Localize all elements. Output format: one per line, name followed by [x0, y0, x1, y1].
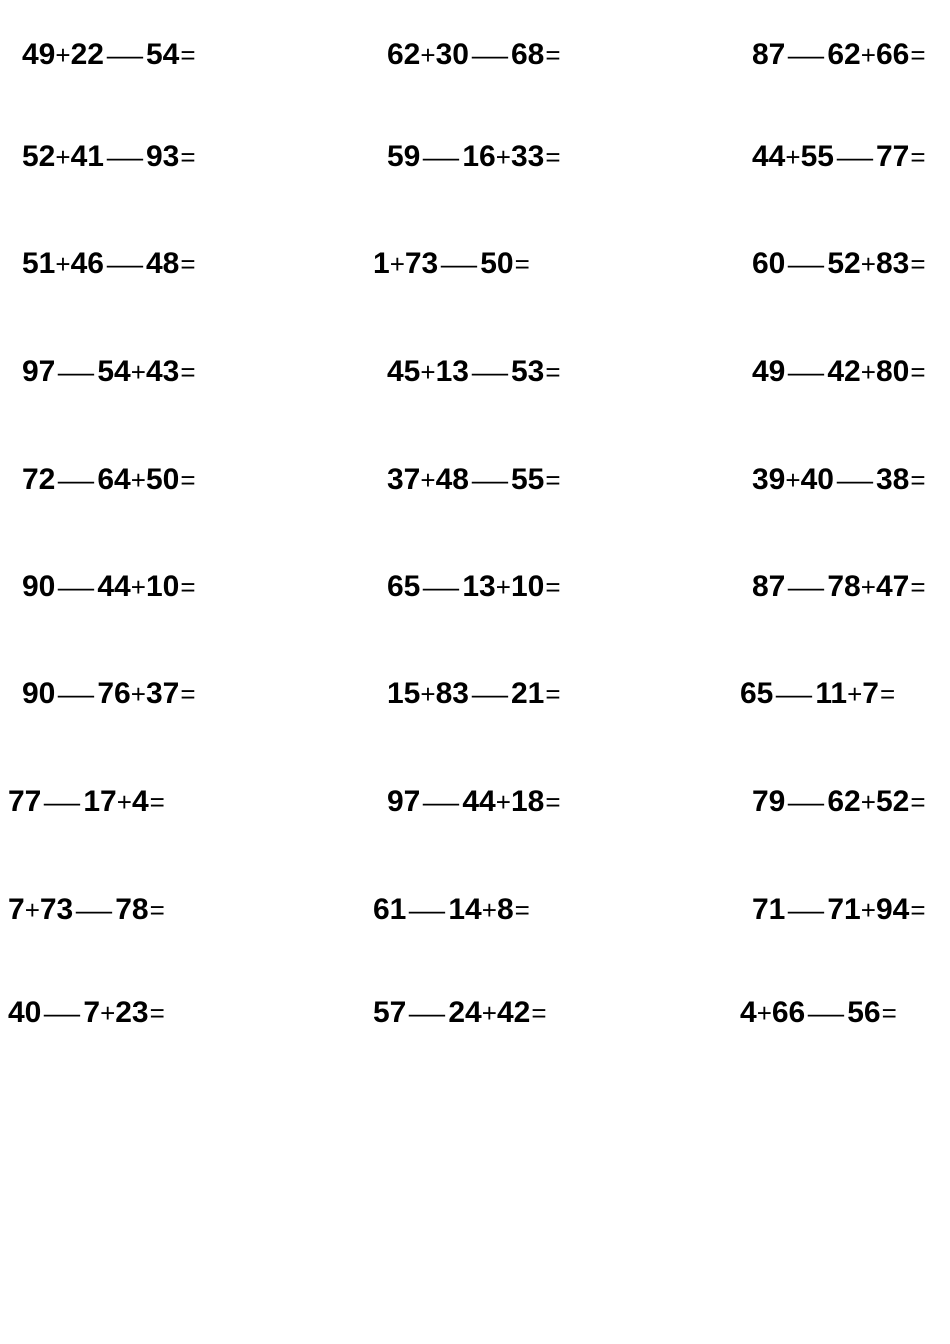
operand-a: 65 — [740, 677, 774, 710]
operand-a: 39 — [752, 463, 786, 496]
operand-b: 73 — [404, 247, 439, 280]
equals-sign: = — [910, 787, 926, 817]
operator-1: — — [788, 895, 825, 925]
operand-a: 62 — [387, 38, 421, 71]
operator-1: — — [423, 572, 460, 602]
operand-c: 21 — [510, 677, 545, 710]
operand-a: 15 — [387, 677, 421, 710]
operator-2: — — [471, 40, 509, 70]
operator-2: — — [808, 998, 845, 1028]
operand-a: 51 — [22, 247, 56, 280]
operand-c: 52 — [875, 785, 910, 818]
operator-2: + — [860, 787, 876, 817]
operand-b: 83 — [435, 677, 469, 710]
equals-sign: = — [910, 572, 926, 602]
math-problem — [387, 142, 561, 172]
operator-1: — — [44, 998, 81, 1028]
operator-1: — — [58, 679, 95, 709]
math-problem — [387, 357, 561, 387]
equals-sign: = — [545, 357, 561, 387]
equals-sign: = — [514, 895, 530, 925]
operator-2: — — [471, 679, 509, 709]
operator-2: — — [471, 357, 509, 387]
operator-2: + — [860, 572, 876, 602]
math-problem — [8, 787, 165, 817]
operand-a: 97 — [387, 785, 421, 818]
math-problem — [373, 895, 530, 925]
equals-sign: = — [910, 357, 926, 387]
math-problem — [752, 787, 926, 817]
operand-c: 10 — [510, 570, 545, 603]
operator-1: — — [58, 465, 95, 495]
equals-sign: = — [180, 679, 196, 709]
operand-b: 24 — [448, 996, 482, 1029]
math-problem — [22, 357, 196, 387]
operator-2: + — [130, 572, 146, 602]
operand-b: 54 — [97, 355, 131, 388]
operator-1: — — [788, 357, 825, 387]
equals-sign: = — [149, 895, 165, 925]
operand-c: 93 — [145, 140, 180, 173]
operand-a: 7 — [8, 893, 25, 926]
operator-1: + — [756, 998, 772, 1028]
operator-2: + — [495, 787, 511, 817]
equals-sign: = — [545, 142, 561, 172]
operator-1: + — [785, 465, 801, 495]
math-problem — [752, 357, 926, 387]
operator-1: — — [776, 679, 813, 709]
equals-sign: = — [910, 465, 926, 495]
operator-1: — — [58, 572, 95, 602]
equals-sign: = — [879, 679, 896, 709]
operator-1: — — [788, 249, 825, 279]
equals-sign: = — [180, 572, 196, 602]
operand-c: 56 — [847, 996, 881, 1029]
math-problem — [752, 572, 926, 602]
operand-a: 87 — [752, 570, 786, 603]
operand-b: 7 — [83, 996, 101, 1029]
operator-1: + — [55, 249, 71, 279]
math-problem — [22, 249, 196, 279]
operand-a: 40 — [8, 996, 42, 1029]
operator-2: — — [441, 249, 478, 279]
equals-sign: = — [514, 249, 530, 279]
operand-b: 52 — [827, 247, 861, 280]
operand-a: 59 — [387, 140, 421, 173]
operand-a: 52 — [22, 140, 56, 173]
equals-sign: = — [545, 679, 561, 709]
equals-sign: = — [910, 142, 926, 172]
math-problem — [752, 895, 926, 925]
operand-a: 79 — [752, 785, 786, 818]
operand-c: 8 — [496, 893, 514, 926]
operator-2: + — [130, 357, 146, 387]
equals-sign: = — [180, 40, 196, 70]
operand-b: 78 — [827, 570, 861, 603]
operand-c: 42 — [496, 996, 531, 1029]
operand-c: 53 — [510, 355, 545, 388]
operand-a: 87 — [752, 38, 786, 71]
operator-2: + — [860, 40, 876, 70]
operator-1: + — [420, 357, 436, 387]
operand-c: 18 — [510, 785, 545, 818]
operand-b: 22 — [70, 38, 104, 71]
operand-c: 80 — [875, 355, 910, 388]
operand-b: 76 — [97, 677, 131, 710]
operator-1: — — [409, 895, 446, 925]
operand-c: 4 — [131, 785, 149, 818]
operand-a: 71 — [752, 893, 786, 926]
math-problem — [387, 465, 561, 495]
operand-c: 50 — [145, 463, 180, 496]
operand-c: 38 — [875, 463, 910, 496]
operator-2: + — [847, 679, 863, 709]
operand-a: 37 — [387, 463, 421, 496]
operand-b: 73 — [39, 893, 74, 926]
operand-b: 64 — [97, 463, 131, 496]
operand-a: 77 — [8, 785, 42, 818]
math-problem — [740, 998, 897, 1028]
operator-1: — — [58, 357, 95, 387]
operator-2: + — [116, 787, 132, 817]
operand-c: 37 — [145, 677, 180, 710]
operand-b: 46 — [70, 247, 104, 280]
operand-a: 45 — [387, 355, 421, 388]
operator-1: + — [55, 142, 71, 172]
operand-b: 11 — [815, 677, 848, 710]
equals-sign: = — [910, 249, 926, 279]
operator-2: + — [481, 998, 497, 1028]
operator-2: + — [130, 679, 146, 709]
operand-b: 30 — [435, 38, 469, 71]
operator-1: — — [423, 787, 460, 817]
operator-1: — — [423, 142, 460, 172]
operator-2: + — [860, 895, 876, 925]
operator-1: + — [420, 465, 436, 495]
math-problem — [22, 465, 196, 495]
math-problem — [387, 787, 561, 817]
operator-1: — — [44, 787, 81, 817]
operand-b: 48 — [435, 463, 469, 496]
operand-b: 14 — [448, 893, 482, 926]
math-problem — [387, 40, 561, 70]
operand-a: 72 — [22, 463, 56, 496]
operand-a: 61 — [373, 893, 407, 926]
equals-sign: = — [180, 357, 196, 387]
operand-b: 62 — [827, 785, 861, 818]
operator-2: + — [495, 142, 511, 172]
math-problem — [22, 572, 196, 602]
operator-2: — — [106, 249, 144, 279]
operand-a: 57 — [373, 996, 407, 1029]
operand-c: 54 — [145, 38, 180, 71]
operand-c: 43 — [145, 355, 180, 388]
operand-a: 49 — [22, 38, 56, 71]
operator-1: + — [24, 895, 40, 925]
operand-c: 48 — [145, 247, 180, 280]
operand-c: 33 — [510, 140, 545, 173]
operand-b: 66 — [771, 996, 806, 1029]
operand-c: 10 — [145, 570, 180, 603]
operand-c: 83 — [875, 247, 910, 280]
math-problem — [22, 40, 196, 70]
operand-b: 16 — [462, 140, 496, 173]
math-problem — [22, 142, 196, 172]
operand-a: 49 — [752, 355, 786, 388]
math-problem — [387, 572, 561, 602]
operand-c: 23 — [115, 996, 149, 1029]
math-problem — [752, 142, 926, 172]
math-problem — [373, 249, 530, 279]
operator-2: — — [76, 895, 113, 925]
operand-c: 66 — [875, 38, 910, 71]
operator-2: + — [481, 895, 497, 925]
operand-b: 55 — [800, 140, 834, 173]
equals-sign: = — [545, 40, 561, 70]
operator-2: — — [106, 142, 144, 172]
operand-a: 97 — [22, 355, 56, 388]
equals-sign: = — [180, 142, 196, 172]
operand-b: 44 — [462, 785, 496, 818]
operator-1: + — [389, 249, 405, 279]
math-problem — [740, 679, 895, 709]
operator-2: + — [100, 998, 116, 1028]
math-problem — [387, 679, 561, 709]
math-problem — [752, 40, 926, 70]
equals-sign: = — [180, 465, 196, 495]
operator-2: — — [106, 40, 144, 70]
math-problem — [752, 249, 926, 279]
operator-1: + — [420, 40, 436, 70]
equals-sign: = — [545, 465, 561, 495]
operand-b: 62 — [827, 38, 861, 71]
operator-2: + — [495, 572, 511, 602]
operand-b: 40 — [800, 463, 834, 496]
operator-1: — — [788, 40, 825, 70]
operand-a: 4 — [740, 996, 757, 1029]
operand-b: 42 — [827, 355, 861, 388]
operator-1: — — [788, 572, 825, 602]
operand-c: 7 — [862, 677, 879, 710]
operator-1: — — [788, 787, 825, 817]
operand-c: 77 — [875, 140, 910, 173]
math-problem — [752, 465, 926, 495]
operand-c: 55 — [510, 463, 545, 496]
operand-a: 1 — [373, 247, 390, 280]
operand-b: 13 — [462, 570, 496, 603]
operator-2: + — [860, 357, 876, 387]
equals-sign: = — [910, 895, 926, 925]
equals-sign: = — [180, 249, 196, 279]
operand-c: 50 — [480, 247, 514, 280]
operand-b: 17 — [83, 785, 117, 818]
equals-sign: = — [149, 998, 165, 1028]
math-problem — [8, 895, 165, 925]
equals-sign: = — [881, 998, 897, 1028]
operand-b: 41 — [70, 140, 104, 173]
math-problem — [8, 998, 165, 1028]
operator-2: + — [130, 465, 146, 495]
operator-1: — — [409, 998, 446, 1028]
equals-sign: = — [545, 787, 561, 817]
operand-a: 90 — [22, 570, 56, 603]
operand-b: 71 — [827, 893, 861, 926]
operand-b: 13 — [435, 355, 469, 388]
math-problem — [22, 679, 196, 709]
operand-b: 44 — [97, 570, 131, 603]
operator-2: — — [471, 465, 509, 495]
operand-c: 68 — [510, 38, 545, 71]
math-problem — [373, 998, 547, 1028]
equals-sign: = — [531, 998, 547, 1028]
operator-1: + — [420, 679, 436, 709]
operand-c: 47 — [875, 570, 910, 603]
operand-a: 44 — [752, 140, 786, 173]
operator-2: — — [836, 142, 874, 172]
operand-c: 94 — [875, 893, 910, 926]
operator-2: — — [836, 465, 874, 495]
operand-a: 65 — [387, 570, 421, 603]
operator-2: + — [860, 249, 876, 279]
equals-sign: = — [545, 572, 561, 602]
operator-1: + — [785, 142, 801, 172]
operand-a: 60 — [752, 247, 786, 280]
operator-1: + — [55, 40, 71, 70]
operand-c: 78 — [115, 893, 149, 926]
equals-sign: = — [910, 40, 926, 70]
operand-a: 90 — [22, 677, 56, 710]
equals-sign: = — [149, 787, 165, 817]
